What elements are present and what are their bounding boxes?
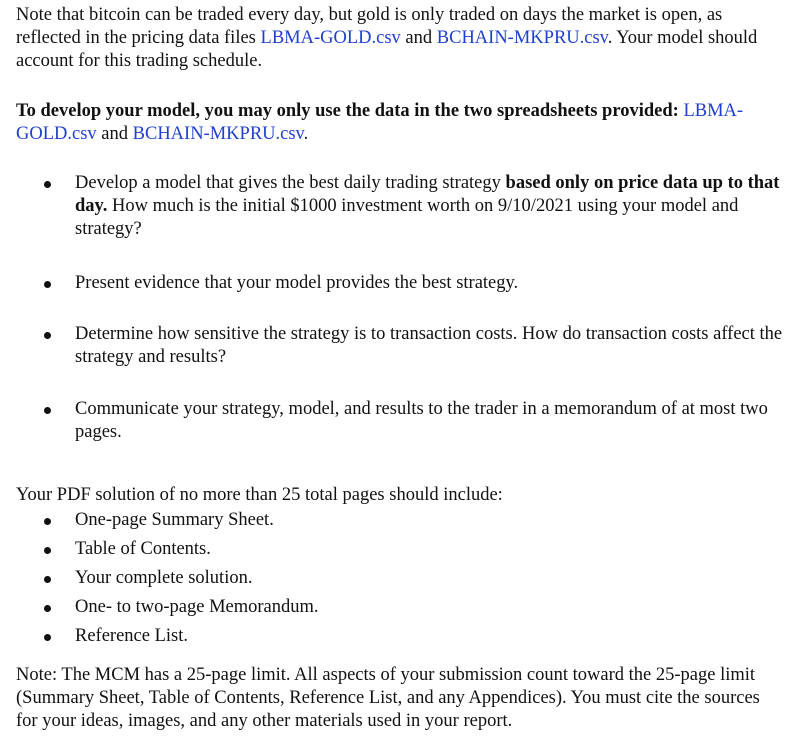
bullet-icon: [44, 407, 51, 414]
solution-item-summary: [16, 509, 786, 532]
task-1-bold: based only on price data up to that day.: [75, 173, 780, 216]
data-rule-paragraph: [16, 100, 786, 146]
gold-file-link[interactable]: LBMA-GOLD.csv: [260, 28, 401, 48]
task-item-1: [16, 172, 786, 241]
data-rule-bold: To develop your model, you may only use the data in the two spreadsheets provided:: [16, 101, 679, 121]
task-item-4: [16, 398, 794, 444]
solution-item-contents: [16, 538, 786, 561]
bullet-icon: [44, 518, 51, 525]
rule-and: and: [96, 124, 133, 144]
intro-text-start: Note that bitcoin can be traded every day, but gold is only traded on days the market is open, as reflected in the pricing data files: [16, 5, 723, 48]
task-1-text: Develop a model that gives the best daily trading strategy: [75, 173, 506, 193]
solution-heading: Your PDF solution of no more than 25 total pages should include:: [16, 485, 503, 505]
rule-btc-file-link[interactable]: BCHAIN-MKPRU.csv: [132, 124, 304, 144]
bullet-icon: [44, 576, 51, 583]
bullet-icon: [44, 181, 51, 188]
task-1-post: How much is the initial $1000 investment worth on 9/10/2021 using your model and strategy?: [75, 196, 739, 239]
rule-end: .: [303, 124, 309, 144]
bullet-icon: [44, 634, 51, 641]
bullet-icon: [44, 605, 51, 612]
btc-file-link[interactable]: BCHAIN-MKPRU.csv: [436, 28, 608, 48]
solution-item-label: Table of Contents.: [75, 539, 211, 559]
task-item-2: [16, 272, 786, 295]
solution-item-label: One- to two-page Memorandum.: [75, 597, 319, 617]
intro-paragraph: [16, 4, 786, 73]
rule-gold-file-link[interactable]: LBMA-GOLD.csv: [16, 101, 744, 144]
task-2-text: Present evidence that your model provides the best strategy.: [75, 273, 519, 293]
solution-item-label: Your complete solution.: [75, 568, 253, 588]
solution-item-label: One-page Summary Sheet.: [75, 510, 274, 530]
solution-item-memo: [16, 596, 786, 619]
solution-list: [16, 509, 786, 654]
bullet-icon: [44, 332, 51, 339]
solution-item-label: Reference List.: [75, 626, 188, 646]
task-3-text: Determine how sensitive the strategy is to transaction costs. How do transaction costs affect the strategy and results?: [75, 324, 783, 367]
intro-and: and: [400, 28, 437, 48]
intro-text-end: . Your model should account for this trading schedule.: [16, 28, 758, 71]
task-4-text: Communicate your strategy, model, and results to the trader in a memorandum of at most two pages.: [75, 399, 768, 442]
bullet-icon: [44, 547, 51, 554]
note-paragraph: Note: The MCM has a 25-page limit. All aspects of your submission count toward the 25-page limit (Summary Sheet, Table of Contents, Reference List, and any Appendices). You must cite the sources for your ideas, images, and any other materials used in your report.: [16, 665, 760, 731]
solution-item-complete: [16, 567, 786, 590]
task-item-3: [16, 323, 786, 369]
solution-item-references: [16, 625, 786, 648]
bullet-icon: [44, 281, 51, 288]
